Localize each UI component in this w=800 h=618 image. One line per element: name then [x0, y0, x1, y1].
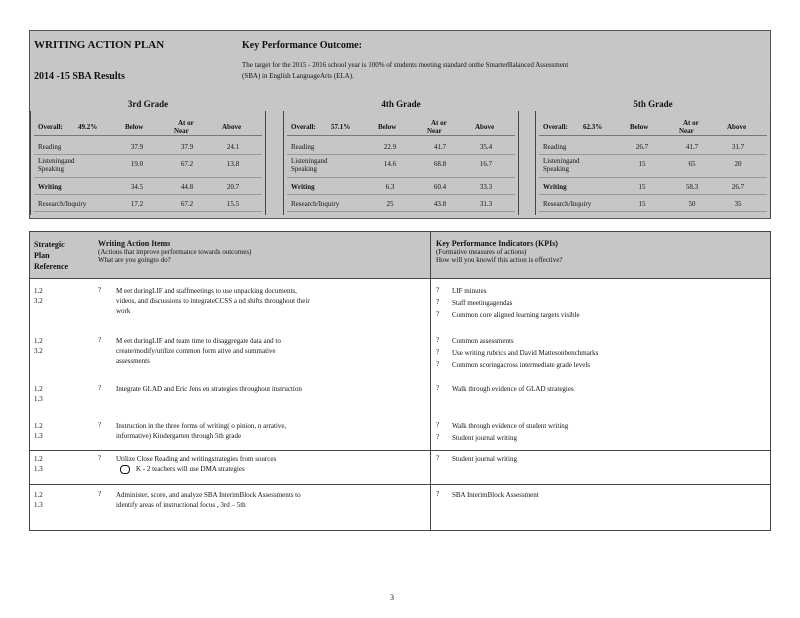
kpi-item: Common scoringacross intermediate grade levels — [452, 361, 591, 369]
overall-label: Overall: — [543, 123, 568, 131]
col-below: Below — [378, 123, 397, 131]
row-rule — [539, 177, 767, 178]
action-line-text: Integrate GLAD and Eric Jens en strategies throughout instruction — [116, 385, 302, 393]
action-line-text: identify areas of instructional focus , 3rd – 5th — [116, 501, 246, 509]
reference-number: 1.2 — [34, 385, 43, 393]
row-label: Listeningand Speaking — [543, 157, 580, 173]
action-line — [116, 431, 286, 441]
kpi-item: LIF minutes — [452, 287, 487, 295]
plan-reference — [34, 454, 43, 474]
row-rule — [34, 211, 262, 212]
value-above: 35.4 — [479, 143, 493, 151]
value-below: 15 — [638, 200, 646, 208]
action-line — [116, 286, 310, 296]
bullet-glyph: ? — [436, 286, 440, 294]
action-line-text: informative) Kindergarten through 5th grade — [116, 432, 242, 440]
grade-panel — [535, 99, 771, 217]
col1-header-line: Reference — [34, 262, 69, 271]
grade-title: 4th Grade — [381, 99, 421, 109]
col-at-near: At or — [431, 119, 447, 127]
row-rule — [287, 211, 515, 212]
sba-results-title: 2014 -15 SBA Results — [34, 71, 125, 82]
row-rule — [539, 211, 767, 212]
grade-panel — [283, 99, 519, 217]
action-line — [116, 356, 281, 366]
row-divider — [30, 450, 770, 451]
action-line-text: M eet duringLIF and team time to disaggregate data and to — [116, 337, 281, 345]
overall-value: 49.2% — [78, 123, 98, 131]
col-above: Above — [222, 123, 242, 131]
action-item — [116, 336, 281, 366]
circle-mark-icon — [120, 465, 130, 474]
kpo-text-line2: (SBA) in English LanguageArts (ELA). — [242, 72, 354, 80]
row-label: Listeningand Speaking — [291, 157, 328, 173]
plan-title: WRITING ACTION PLAN — [34, 39, 165, 51]
action-line-text: create/modify/utilize common form ative and summative — [116, 347, 276, 355]
reference-number: 1.2 — [34, 287, 43, 295]
bullet-glyph: ? — [98, 336, 102, 344]
reference-number: 1.2 — [34, 422, 43, 430]
action-line — [116, 306, 310, 316]
bullet-glyph: ? — [98, 454, 102, 462]
value-below: 19.0 — [130, 160, 144, 168]
action-line — [116, 490, 301, 500]
value-near: 44.8 — [180, 183, 194, 191]
bullet-glyph: ? — [98, 421, 102, 429]
panel-header-rule — [34, 135, 262, 136]
value-above: 33.3 — [479, 183, 493, 191]
bullet-glyph: ? — [436, 348, 440, 356]
action-item — [116, 286, 310, 316]
value-near: 50 — [688, 200, 696, 208]
value-near: 65 — [688, 160, 696, 168]
col3-header-line2: (Formative measures of actions) — [436, 248, 527, 256]
plan-reference — [34, 421, 43, 441]
panel-header-rule — [539, 135, 767, 136]
row-rule — [287, 177, 515, 178]
reference-number: 1.2 — [34, 455, 43, 463]
kpi-item: SBA InterimBlock Assessment — [452, 491, 539, 499]
action-line — [116, 464, 276, 474]
row-rule — [34, 154, 262, 155]
plan-reference — [34, 286, 43, 306]
action-line — [116, 384, 302, 394]
row-label: Writing — [543, 183, 567, 191]
panel-right-rule — [265, 111, 266, 215]
bullet-glyph: ? — [436, 490, 440, 498]
action-line-text: assessments — [116, 357, 150, 365]
col-at-near: Near — [427, 127, 453, 136]
row-rule — [539, 154, 767, 155]
action-line-text: M eet duringLIF and staffmeetings to use unpacking documents, — [116, 287, 297, 295]
column-divider — [430, 232, 431, 530]
row-label: Research/Inquiry — [38, 200, 87, 208]
bullet-glyph: ? — [436, 298, 440, 306]
col-kpi-header — [436, 239, 562, 264]
sba-results-box — [29, 30, 771, 219]
panel-right-rule — [518, 111, 519, 215]
value-above: 24.1 — [226, 143, 240, 151]
reference-number: 3.2 — [34, 347, 43, 355]
panel-header-rule — [287, 135, 515, 136]
col-at-near: Near — [174, 127, 200, 136]
row-label: Reading — [543, 143, 567, 151]
col1-header-line: Strategic — [34, 240, 65, 249]
reference-number: 1.3 — [34, 465, 43, 473]
action-line-text: work — [116, 307, 131, 315]
kpo-title: Key Performance Outcome: — [242, 40, 362, 51]
overall-value: 62.3% — [583, 123, 603, 131]
value-above: 31.7 — [731, 143, 745, 151]
value-near: 67.2 — [180, 160, 194, 168]
reference-number: 3.2 — [34, 297, 43, 305]
overall-value: 57.1% — [331, 123, 351, 131]
value-near: 67.2 — [180, 200, 194, 208]
value-near: 58.3 — [685, 183, 699, 191]
plan-reference — [34, 336, 43, 356]
panel-left-rule — [30, 111, 31, 215]
kpi-item: Walk through evidence of GLAD strategies — [452, 385, 574, 393]
plan-reference — [34, 490, 43, 510]
bullet-glyph: ? — [436, 310, 440, 318]
header-divider — [30, 278, 770, 279]
action-item — [116, 490, 301, 510]
col-below: Below — [125, 123, 144, 131]
bullet-glyph: ? — [436, 336, 440, 344]
col-above: Above — [475, 123, 495, 131]
col2-header-title: Writing Action Items — [98, 239, 171, 248]
value-above: 26.7 — [731, 183, 745, 191]
col-above: Above — [727, 123, 747, 131]
value-above: 13.8 — [226, 160, 240, 168]
reference-number: 1.3 — [34, 501, 43, 509]
action-line — [116, 346, 281, 356]
bullet-glyph: ? — [436, 384, 440, 392]
action-line — [116, 336, 281, 346]
action-plan-table — [29, 231, 771, 531]
action-item — [116, 454, 276, 474]
panel-left-rule — [535, 111, 536, 215]
value-above: 20 — [734, 160, 742, 168]
row-rule — [34, 194, 262, 195]
value-below: 34.5 — [130, 183, 144, 191]
value-below: 15 — [638, 183, 646, 191]
row-divider — [30, 484, 770, 485]
kpi-item: Staff meetingagendas — [452, 299, 513, 307]
row-label: Listeningand Speaking — [38, 157, 75, 173]
row-label: Writing — [38, 183, 62, 191]
kpi-item: Common core aligned learning targets visible — [452, 311, 580, 319]
value-above: 20.7 — [226, 183, 240, 191]
col-actions-header — [98, 239, 251, 264]
col-at-near: At or — [178, 119, 194, 127]
value-above: 16.7 — [479, 160, 493, 168]
action-item — [116, 384, 302, 394]
col-strategic-header — [34, 239, 68, 272]
bullet-glyph: ? — [98, 490, 102, 498]
value-below: 25 — [386, 200, 394, 208]
reference-number: 1.3 — [34, 395, 43, 403]
row-label: Research/Inquiry — [543, 200, 592, 208]
kpi-item: Student journal writing — [452, 455, 517, 463]
value-above: 15.5 — [226, 200, 240, 208]
kpi-item: Use writing rubrics and David Mattesonbenchmarks — [452, 349, 599, 357]
action-line — [116, 500, 301, 510]
grade-title: 5th Grade — [633, 99, 673, 109]
value-below: 15 — [638, 160, 646, 168]
row-label: Research/Inquiry — [291, 200, 340, 208]
value-near: 41.7 — [685, 143, 699, 151]
value-below: 14.6 — [383, 160, 397, 168]
page-number: 3 — [390, 593, 394, 602]
action-item — [116, 421, 286, 441]
value-above: 35 — [734, 200, 742, 208]
panel-left-rule — [283, 111, 284, 215]
row-label: Reading — [38, 143, 62, 151]
bullet-glyph: ? — [436, 421, 440, 429]
action-line — [116, 296, 310, 306]
col3-header-title: Key Performance Indicators (KPIs) — [436, 239, 558, 248]
action-line — [116, 454, 276, 464]
value-below: 17.2 — [130, 200, 144, 208]
col1-header-line: Plan — [34, 251, 50, 260]
action-line-text: Utilize Close Reading and writingstrategies from sources — [116, 455, 277, 463]
action-line-text: K - 2 teachers will use DMA strategies — [136, 465, 245, 473]
row-rule — [287, 194, 515, 195]
bullet-glyph: ? — [436, 433, 440, 441]
kpo-text-line1: The target for the 2015 - 2016 school year is 100% of students meeting standard onthe SmarterBalanced Assessment — [242, 61, 569, 69]
kpi-item: Walk through evidence of student writing — [452, 422, 569, 430]
overall-label: Overall: — [291, 123, 316, 131]
action-line-text: videos, and discussions to integrateCCSS a nd shifts throughout their — [116, 297, 310, 305]
value-below: 26.7 — [635, 143, 649, 151]
reference-number: 1.2 — [34, 337, 43, 345]
col-at-near: At or — [683, 119, 699, 127]
row-rule — [539, 194, 767, 195]
overall-label: Overall: — [38, 123, 63, 131]
grade-title: 3rd Grade — [127, 99, 169, 109]
action-line-text: Administer, score, and analyze SBA InterimBlock Assessments to — [116, 491, 301, 499]
reference-number: 1.2 — [34, 491, 43, 499]
plan-reference — [34, 384, 43, 404]
row-label: Writing — [291, 183, 315, 191]
bullet-glyph: ? — [436, 454, 440, 462]
col2-header-line3: What are you goingto do? — [98, 256, 171, 264]
value-near: 41.7 — [433, 143, 447, 151]
value-below: 6.3 — [385, 183, 395, 191]
value-above: 31.3 — [479, 200, 493, 208]
col2-header-line2: (Actions that improve performance towards outcomes) — [98, 248, 252, 256]
bullet-glyph: ? — [436, 360, 440, 368]
reference-number: 1.3 — [34, 432, 43, 440]
bullet-glyph: ? — [98, 384, 102, 392]
action-line-text: Instruction in the three forms of writing( o pinion, n arrative, — [116, 422, 287, 430]
row-label: Reading — [291, 143, 315, 151]
kpi-item: Student journal writing — [452, 434, 517, 442]
col-below: Below — [630, 123, 649, 131]
value-below: 22.9 — [383, 143, 397, 151]
kpi-item: Common assessments — [452, 337, 514, 345]
value-below: 37.9 — [130, 143, 144, 151]
row-rule — [287, 154, 515, 155]
value-near: 68.8 — [433, 160, 447, 168]
bullet-glyph: ? — [98, 286, 102, 294]
col3-header-line3: How will you knowif this action is effective? — [436, 256, 563, 264]
row-rule — [34, 177, 262, 178]
action-line — [116, 421, 286, 431]
value-near: 60.4 — [433, 183, 447, 191]
value-near: 37.9 — [180, 143, 194, 151]
grade-panel — [30, 99, 266, 217]
panel-right-rule — [770, 111, 771, 215]
value-near: 43.8 — [433, 200, 447, 208]
col-at-near: Near — [679, 127, 705, 136]
